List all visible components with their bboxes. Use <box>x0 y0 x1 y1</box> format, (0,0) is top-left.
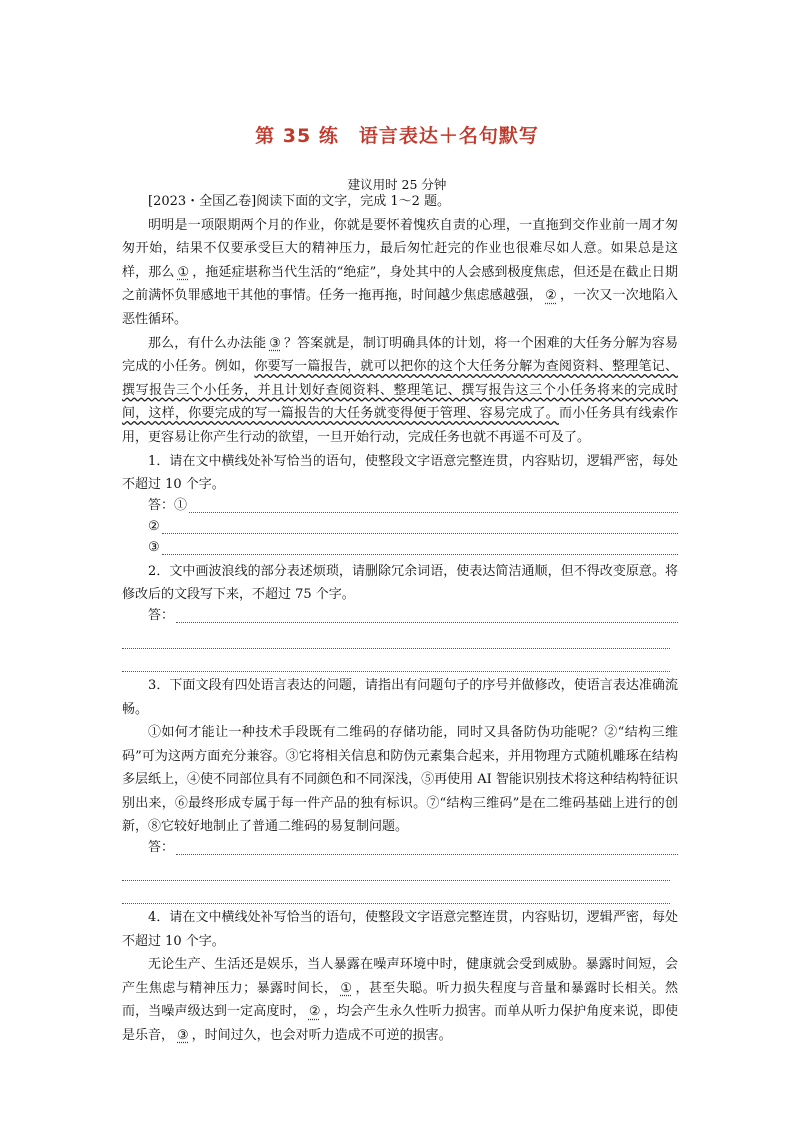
fill-blank-q4-3: ③ <box>177 1028 189 1044</box>
answer-line-q3-2[interactable] <box>122 860 670 881</box>
question-1: 1．请在文中横线处补写恰当的语句，使整段文字语意完整连贯，内容贴切，逻辑严密，每处不超过 10 个字。 <box>122 453 678 493</box>
passage-text: ，均会产生永久性听力损害。而单从听力保护角度来说，即使是乐音， <box>122 1004 678 1044</box>
answer-label: ③ <box>148 540 160 556</box>
passage-text: 无论生产、生活还是娱乐，当人暴露在噪声环境中时，健康就会受到威胁。暴露时间短，会产生焦虑与精神压力；暴露时间长， <box>122 957 678 996</box>
fill-blank-2: ② <box>545 288 557 304</box>
fill-blank-1: ① <box>177 264 190 280</box>
answer-dots <box>162 554 678 555</box>
answer-label: 答：① <box>148 498 188 514</box>
page-title: 第 35 练 语言表达＋名句默写 <box>255 125 539 147</box>
fill-blank-q4-1: ① <box>340 980 353 996</box>
passage-text: ，一次又一次地陷入恶性循环。 <box>122 288 678 327</box>
passage1-paragraph2 <box>122 332 678 450</box>
answer-label: 答： <box>148 608 175 624</box>
question-4-passage <box>122 953 678 1047</box>
answer-dots <box>176 622 678 623</box>
passage-text: 明明是一项限期两个月的作业，你就是要怀着愧疚自责的心理，一直拖到交作业前一周才匆匆开始，结果不仅要承受巨大的精神压力，最后匆忙赶完的作业也很难尽如人意。如果总是这样，那么 <box>122 217 678 280</box>
answer-line-q1-3[interactable] <box>122 539 678 560</box>
passage-text: 而小任务具有线索作用，更容易让你产生行动的欲望，一旦开始行动，完成任务也就不再遥不可及了。 <box>122 406 678 445</box>
answer-dots <box>176 854 678 855</box>
passage-text: ，时间过久，也会对听力造成不可逆的损害。 <box>191 1028 452 1044</box>
question-3: 3．下面文段有四处语言表达的问题，请指出有问题句子的序号并做修改，使语言表达准确流畅。 <box>122 677 678 717</box>
passage-text: ，拖延症堪称当代生活的“绝症”，身处其中的人会感到极度焦虑，但还是在截止日期之前满怀负罪感地干其他的事情。任务一拖再拖，时间越少焦虑感越强， <box>122 264 678 304</box>
answer-line-q3-3[interactable] <box>122 883 670 904</box>
passage-text: 那么，有什么办法能 <box>148 335 267 351</box>
answer-dots <box>162 533 678 534</box>
suggested-time: 建议用时 25 分钟 <box>347 177 447 192</box>
worksheet-content <box>122 190 678 1048</box>
passage-text: ？答案就是，制订明确具体的计划，将一个困难的大任务分解为容易完成的小任务。例如， <box>122 335 678 375</box>
answer-line-q2-3[interactable] <box>122 651 670 672</box>
answer-line-q1-1[interactable] <box>122 497 678 518</box>
fill-blank-q4-2: ② <box>308 1004 321 1020</box>
answer-dots <box>189 512 678 513</box>
question-2: 2．文中画波浪线的部分表述烦琐，请删除冗余词语，使表达简洁通顺，但不得改变原意。将修改后的文段写下来，不超过 75 个字。 <box>122 563 678 603</box>
source-line: [2023・全国乙卷]阅读下面的文字，完成 1～2 题。 <box>148 194 451 209</box>
answer-line-q2-2[interactable] <box>122 628 670 649</box>
answer-line-q1-2[interactable] <box>122 518 678 539</box>
question-4: 4．请在文中横线处补写恰当的语句，使整段文字语意完整连贯，内容贴切，逻辑严密，每处不超过 10 个字。 <box>122 910 678 949</box>
question-3-passage: ①如何才能让一种技术手段既有二维码的存储功能，同时又具备防伪功能呢？②“结构三维码”可为这两方面充分兼容。③它将相关信息和防伪元素集合起来，并用物理方式随机雕琢在结构多层纸上，④使不同部位具有不同颜色和不同深浅，⑤再使用 AI 智能识别技术将这种结构特征识别出来，⑥最终形成专属于每一件产品的独有标识。⑦“结构三维码”是在二维码基础上进行的创新，⑧它较好地制止了普通二维码的易复制问题。 <box>122 725 678 835</box>
passage1-paragraph1 <box>122 214 678 332</box>
answer-line-q2-1[interactable] <box>122 607 678 628</box>
answer-line-q3-1[interactable] <box>122 839 678 860</box>
answer-label: ② <box>148 519 160 535</box>
answer-label: 答： <box>148 840 175 856</box>
passage-text: ，甚至失聪。听力损失程度与音量和暴露时长相关。然而，当噪声级达到一定高度时， <box>122 980 678 1020</box>
wavy-underlined-text: 你要写一篇报告，就可以把你的这个大任务分解为查阅资料、整理笔记、撰写报告三个小任务，并且计划好查阅资料、整理笔记、撰写报告这三个小任务将来的完成时间，这样，你要完成的写一篇报告的大任务就变得便于管理、容易完成了。 <box>122 359 678 422</box>
fill-blank-3: ③ <box>269 335 282 351</box>
